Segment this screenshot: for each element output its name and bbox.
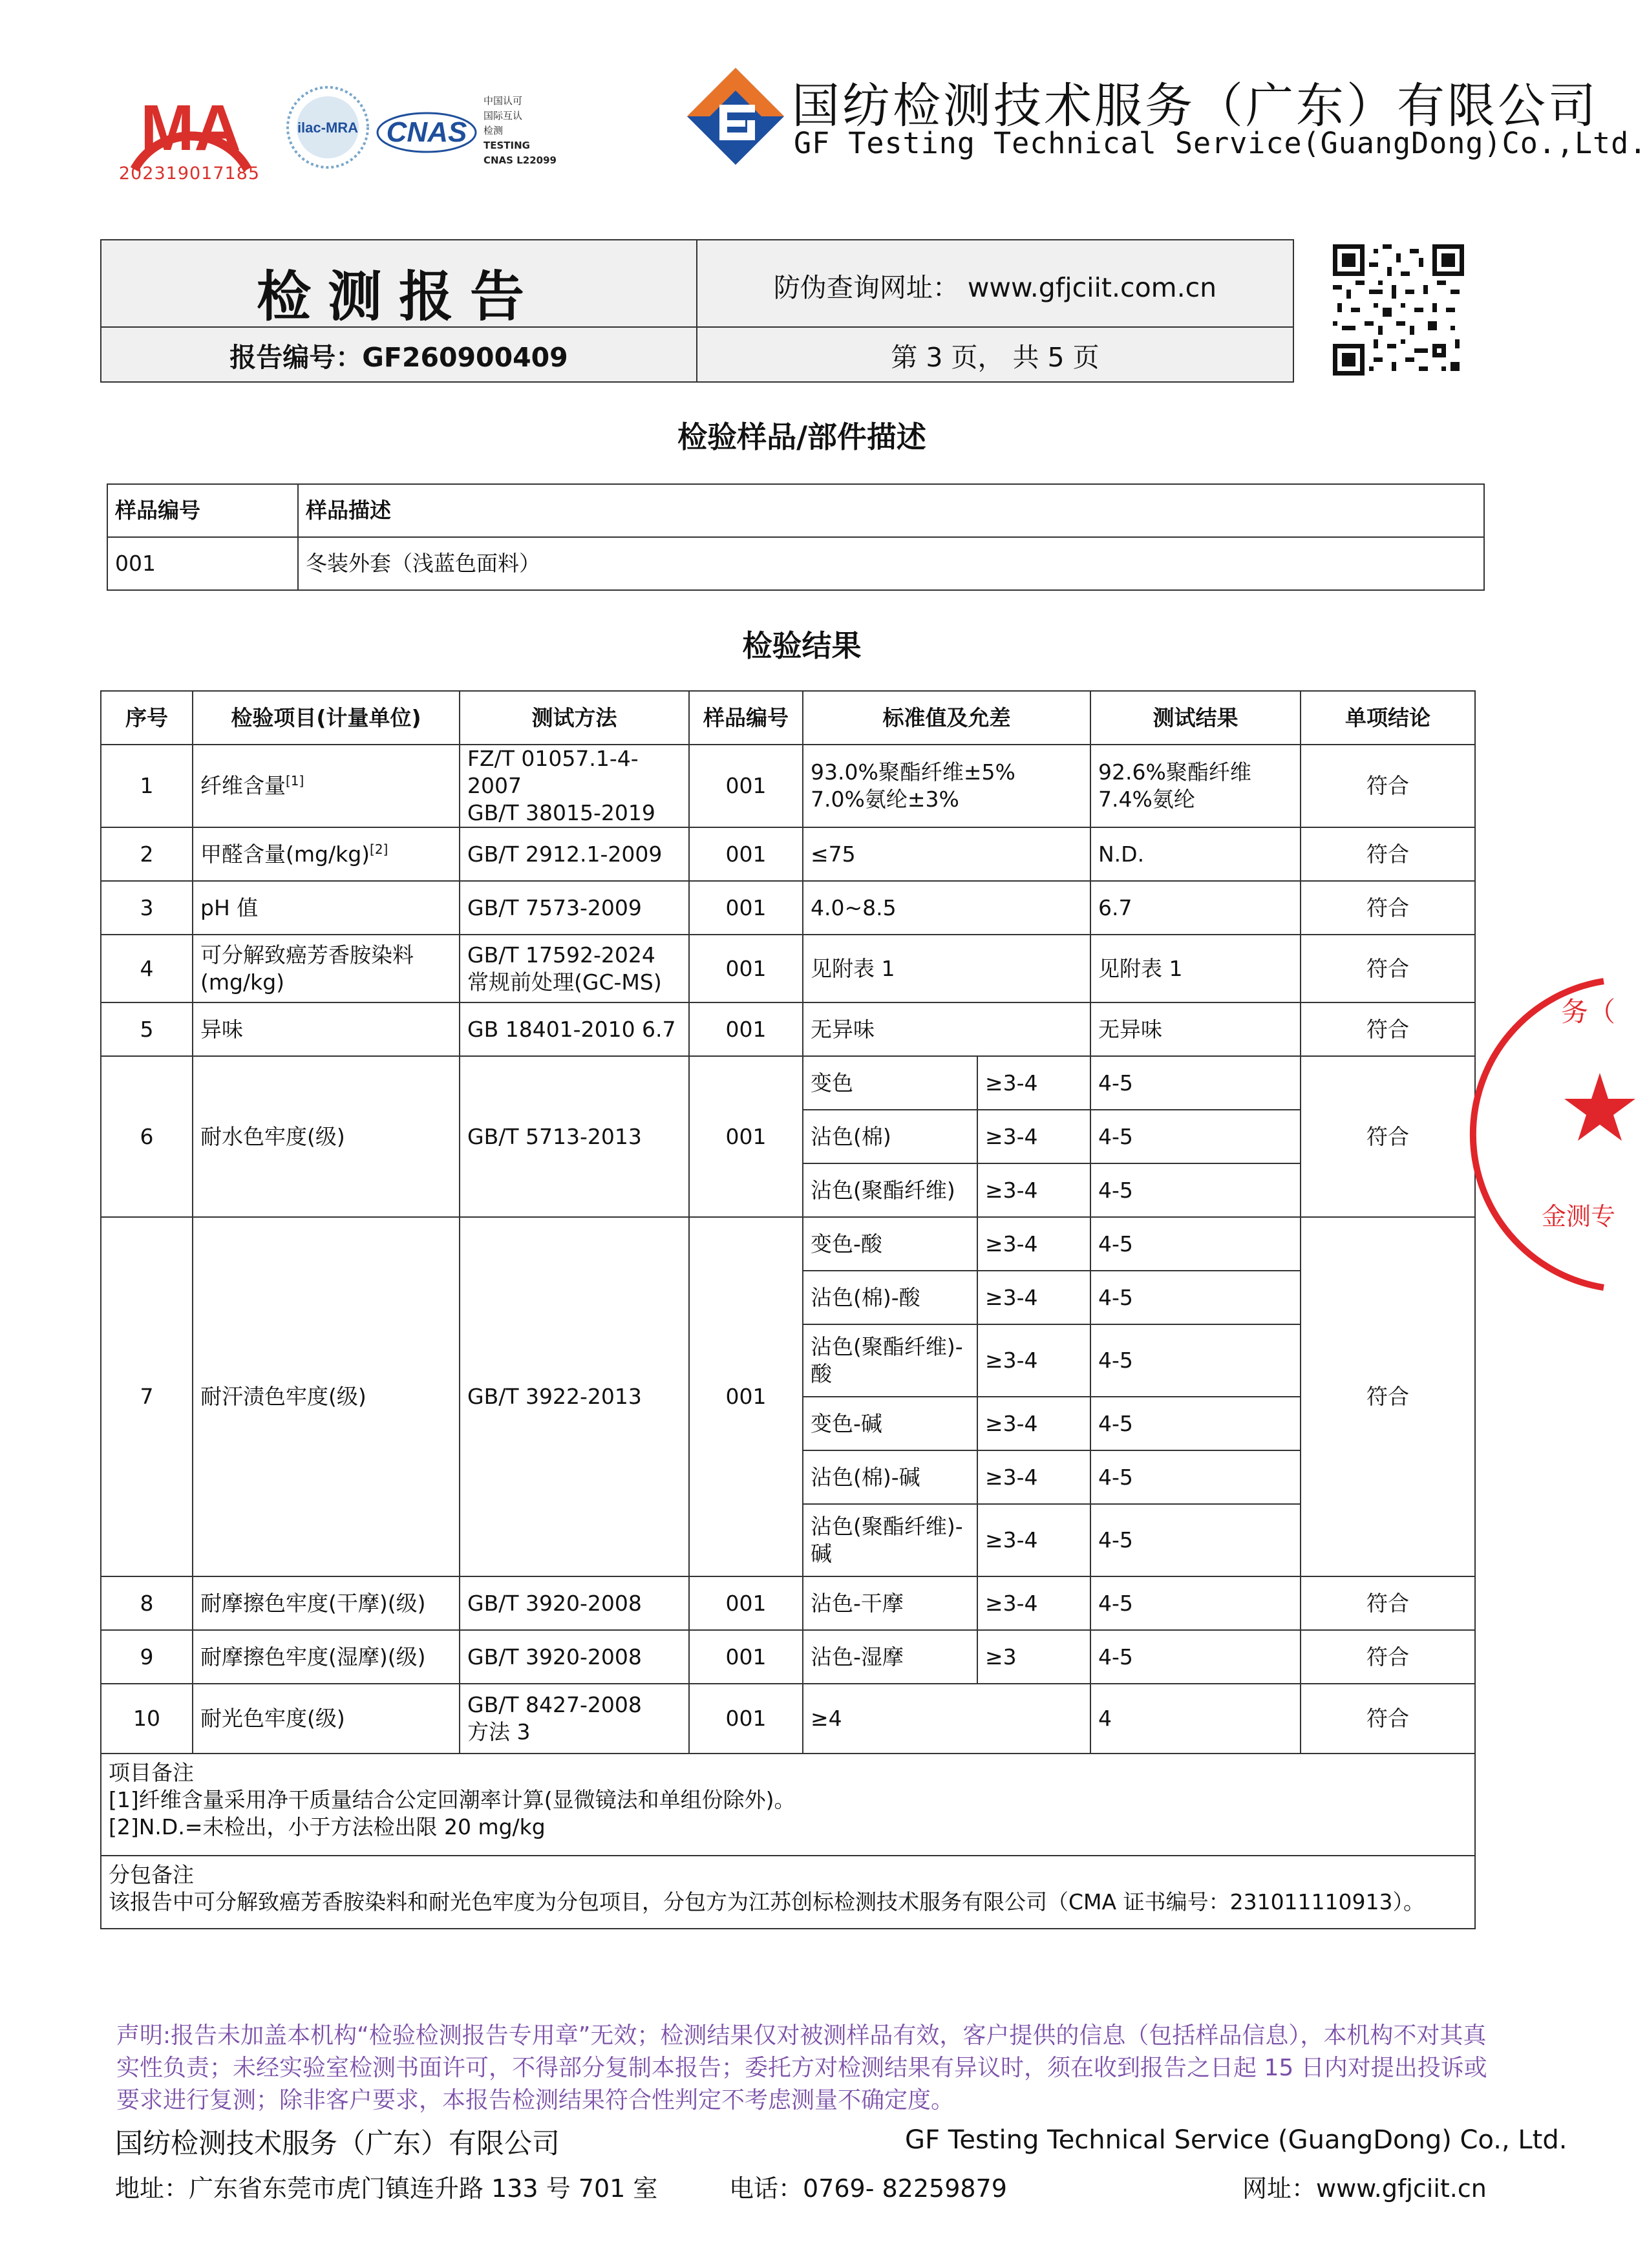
subcontract-title: 分包备注 [109,1862,194,1887]
ilac-mra-logo [284,84,372,171]
result-cell: 6.7 [1090,881,1301,935]
result-cell [1090,745,1301,827]
sample-cell: 001 [689,827,803,881]
item-cell: 耐汗渍色牢度(级) [193,1217,460,1576]
notes-row [101,1754,1475,1856]
cnas-logo [375,107,478,158]
method-cell [460,745,689,827]
item-unit: (mg/kg) [200,969,285,995]
method-cell: GB/T 3920-2008 [460,1576,689,1630]
page-number: 第 3 页， 共 5 页 [891,342,1100,373]
sample-cell: 001 [689,745,803,827]
std-line: 93.0%聚酯纤维±5% [811,759,1015,785]
cnas-line: TESTING [483,140,530,151]
svg-text:MA: MA [140,92,241,164]
header-cell: 单项结论 [1301,691,1475,745]
result-cell: N.D. [1090,827,1301,881]
table-row [107,537,1484,590]
cnas-line: 国际互认 [483,110,523,122]
result-cell: 4-5 [1090,1504,1301,1576]
result-cell: 4-5 [1090,1217,1301,1271]
sample-cell: 001 [689,1056,803,1217]
item-name: 可分解致癌芳香胺染料 [200,942,414,968]
table-row [101,1217,1475,1271]
std-cell: ≥3-4 [977,1504,1090,1576]
conclusion-cell: 符合 [1301,1002,1475,1056]
result-cell: 见附表 1 [1090,935,1301,1002]
row-no: 6 [101,1056,193,1217]
conclusion-cell: 符合 [1301,1576,1475,1630]
row-no: 10 [101,1684,193,1754]
sub-item-cell: 沾色-湿摩 [803,1630,977,1684]
std-cell: ≥3-4 [977,1271,1090,1324]
sample-cell: 001 [689,1630,803,1684]
report-number: 报告编号：GF260900409 [229,342,568,373]
sub-item-line: 酸 [811,1361,832,1386]
subcontract-row [101,1856,1475,1929]
row-no: 7 [101,1217,193,1576]
cnas-line: 检测 [483,125,504,136]
result-cell: 4-5 [1090,1271,1301,1324]
table-header-row [107,484,1484,537]
cnas-accreditation-text [483,94,557,168]
sub-item-cell: 沾色(棉) [803,1110,977,1163]
footer-company-en: GF Testing Technical Service (GuangDong) Co., Ltd. [905,2125,1567,2155]
std-cell: ≥3-4 [977,1324,1090,1397]
std-cell: ≥4 [803,1684,1090,1754]
sub-item-cell: 变色-碱 [803,1397,977,1450]
sub-item-cell [803,1504,977,1576]
table-row [101,745,1475,827]
method-line: GB/T 38015-2019 [467,800,655,825]
sub-item-cell: 变色 [803,1056,977,1110]
item-cell: 异味 [193,1002,460,1056]
method-line: GB/T 17592-2024 [467,942,655,968]
result-cell: 4-5 [1090,1324,1301,1397]
sample-description-table [107,483,1485,591]
method-cell: GB/T 2912.1-2009 [460,827,689,881]
method-cell: GB/T 7573-2009 [460,881,689,935]
item-cell [193,745,460,827]
item-cell: 耐水色牢度(级) [193,1056,460,1217]
result-line: 7.4%氨纶 [1098,787,1195,812]
std-cell: ≥3-4 [977,1217,1090,1271]
std-cell: 无异味 [803,1002,1090,1056]
header-cell: 样品描述 [298,484,1484,537]
footnote-ref: [2] [370,841,388,857]
table-row [101,827,1475,881]
official-seal-stamp [1532,970,1616,1299]
header-cell: 序号 [101,691,193,745]
notes-title: 项目备注 [109,1760,194,1785]
std-cell [803,745,1090,827]
result-cell: 4-5 [1090,1397,1301,1450]
sample-section-heading: 检验样品/部件描述 [677,419,926,454]
std-cell: ≥3-4 [977,1110,1090,1163]
conclusion-cell: 符合 [1301,1217,1475,1576]
method-line: GB/T 8427-2008 [467,1692,642,1717]
result-cell: 4-5 [1090,1630,1301,1684]
result-cell: 4-5 [1090,1576,1301,1630]
conclusion-cell: 符合 [1301,935,1475,1002]
subcontract-notes [101,1856,1475,1929]
footnote-ref: [1] [286,773,304,789]
sub-item-cell: 沾色(聚酯纤维) [803,1163,977,1217]
method-line: FZ/T 01057.1-4-2007 [467,746,639,798]
table-row [101,1002,1475,1056]
method-cell: GB/T 5713-2013 [460,1056,689,1217]
table-row [101,1056,1475,1110]
svg-text:CNAS: CNAS [386,116,467,148]
sample-desc-cell: 冬装外套（浅蓝色面料） [298,537,1484,590]
sub-item-cell: 沾色(棉)-酸 [803,1271,977,1324]
row-no: 2 [101,827,193,881]
std-cell: ≥3-4 [977,1397,1090,1450]
item-cell: 耐摩擦色牢度(湿摩)(级) [193,1630,460,1684]
project-notes [101,1754,1475,1856]
sub-item-line: 沾色(聚酯纤维)- [811,1514,963,1539]
document-title: 检测报告 [256,265,541,328]
results-section-heading: 检验结果 [742,628,862,663]
table-header-row [101,691,1475,745]
conclusion-cell: 符合 [1301,1684,1475,1754]
header-cell: 测试方法 [460,691,689,745]
sample-id-cell: 001 [107,537,298,590]
conclusion-cell: 符合 [1301,1056,1475,1217]
conclusion-cell: 符合 [1301,745,1475,827]
sub-item-cell [803,1324,977,1397]
sample-cell: 001 [689,1217,803,1576]
item-name: 甲醛含量(mg/kg) [200,841,370,867]
result-line: 92.6%聚酯纤维 [1098,759,1251,785]
result-cell: 4-5 [1090,1450,1301,1504]
item-cell [193,827,460,881]
row-no: 1 [101,745,193,827]
svg-text:ilac-MRA: ilac-MRA [297,120,359,136]
header-cell: 标准值及允差 [803,691,1090,745]
company-name-cn: 国纺检测技术服务（广东）有限公司 [792,78,1599,134]
item-cell [193,935,460,1002]
subcontract-text: 该报告中可分解致癌芳香胺染料和耐光色牢度为分包项目，分包方为江苏创标检测技术服务有限公司（CMA 证书编号：231011110913）。 [109,1889,1425,1914]
sub-item-cell: 变色-酸 [803,1217,977,1271]
item-cell: 耐摩擦色牢度(干摩)(级) [193,1576,460,1630]
footer-address: 地址：广东省东莞市虎门镇连升路 133 号 701 室 [115,2174,658,2203]
method-line: 常规前处理(GC-MS) [467,969,662,995]
result-cell: 4 [1090,1684,1301,1754]
company-name-en: GF Testing Technical Service(GuangDong)Co.,Ltd. [794,126,1647,160]
std-cell: ≥3 [977,1630,1090,1684]
row-no: 3 [101,881,193,935]
sample-cell: 001 [689,935,803,1002]
method-cell: GB 18401-2010 6.7 [460,1002,689,1056]
item-name: 纤维含量 [200,773,286,798]
cnas-line: 中国认可 [483,95,523,107]
test-results-table [100,690,1476,1929]
anti-counterfeit-url: 防伪查询网址： www.gfjciit.com.cn [773,272,1217,303]
sample-cell: 001 [689,1684,803,1754]
header-cell: 样品编号 [689,691,803,745]
footer-company-cn: 国纺检测技术服务（广东）有限公司 [115,2128,560,2160]
std-cell: 见附表 1 [803,935,1090,1002]
row-no: 8 [101,1576,193,1630]
header-cell: 样品编号 [107,484,298,537]
result-cell: 4-5 [1090,1163,1301,1217]
seal-text-top: 务（ [1561,996,1616,1028]
row-no: 5 [101,1002,193,1056]
method-cell: GB/T 3920-2008 [460,1630,689,1684]
std-cell: ≥3-4 [977,1576,1090,1630]
footer-website: 网址：www.gfjciit.cn [1242,2174,1487,2203]
sample-cell: 001 [689,881,803,935]
table-row [101,935,1475,1002]
seal-text-bottom: 金测专 [1542,1202,1616,1231]
item-cell: 耐光色牢度(级) [193,1684,460,1754]
std-cell: 4.0~8.5 [803,881,1090,935]
sub-item-line: 沾色(聚酯纤维)- [811,1334,963,1359]
std-cell: ≥3-4 [977,1450,1090,1504]
result-cell: 4-5 [1090,1056,1301,1110]
sub-item-line: 碱 [811,1541,832,1566]
sub-item-cell: 沾色(棉)-碱 [803,1450,977,1504]
sub-item-cell: 沾色-干摩 [803,1576,977,1630]
sample-cell: 001 [689,1002,803,1056]
note-line: [1]纤维含量采用净干质量结合公定回潮率计算(显微镜法和单组份除外)。 [109,1787,796,1812]
std-line: 7.0%氨纶±3% [811,787,959,812]
footer-telephone: 电话：0769- 82259879 [729,2174,1007,2203]
conclusion-cell: 符合 [1301,881,1475,935]
qr-code [1333,244,1464,376]
table-row [101,881,1475,935]
report-title-box [100,239,1294,383]
cnas-line: CNAS L22099 [483,154,557,166]
table-row [101,1630,1475,1684]
method-cell: GB/T 3922-2013 [460,1217,689,1576]
method-cell [460,1684,689,1754]
row-no: 4 [101,935,193,1002]
gf-company-logo [684,65,787,168]
disclaimer-text: 声明:报告未加盖本机构“检验检测报告专用章”无效；检测结果仅对被测样品有效，客户提供的信息（包括样品信息），本机构不对其真实性负责；未经实验室检测书面许可，不得部分复制本报告；委托方对检测结果有异议时，须在收到报告之日起 15 日内对提出投诉或要求进行复测；除非客户要求，本报告检测结果符合性判定不考虑测量不确定度。 [116,2022,1487,2114]
result-cell: 4-5 [1090,1110,1301,1163]
sample-cell: 001 [689,1576,803,1630]
conclusion-cell: 符合 [1301,1630,1475,1684]
method-cell [460,935,689,1002]
result-cell: 无异味 [1090,1002,1301,1056]
conclusion-cell: 符合 [1301,827,1475,881]
std-cell: ≤75 [803,827,1090,881]
header-cell: 测试结果 [1090,691,1301,745]
table-row [101,1576,1475,1630]
cma-number: 202319017185 [118,164,260,184]
row-no: 9 [101,1630,193,1684]
item-cell: pH 值 [193,881,460,935]
table-row [101,1684,1475,1754]
method-line: 方法 3 [467,1719,531,1744]
std-cell: ≥3-4 [977,1163,1090,1217]
std-cell: ≥3-4 [977,1056,1090,1110]
header-cell: 检验项目(计量单位) [193,691,460,745]
note-line: [2]N.D.=未检出，小于方法检出限 20 mg/kg [109,1814,546,1839]
